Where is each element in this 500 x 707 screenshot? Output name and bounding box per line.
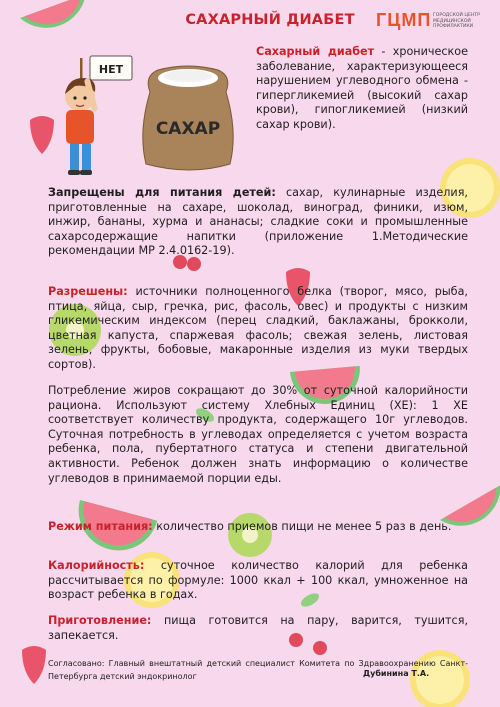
calories-text: суточное количество калорий для ребенка рассчитывается по формуле: 1000 ккал + 100 ккал, умноженное на возраст ребенка в годах. — [48, 559, 468, 602]
intro-paragraph — [256, 45, 468, 133]
sign-text: НЕТ — [98, 63, 124, 76]
forbidden-paragraph — [48, 186, 468, 259]
forbidden-text: сахар, кулинарные изделия, приготовленные на сахаре, шоколад, виноград, финики, изюм, инжир, бананы, хурма и ананасы; сладкие соки и промышленные сахарсодержащие напитки (приложение 1.Методические рекомендации МР 2.4.0162-19). — [48, 186, 468, 258]
boy-icon — [65, 56, 132, 175]
illustration — [40, 52, 245, 180]
allowed-label: Разрешены: — [48, 285, 128, 298]
regime-text: количество приемов пищи не менее 5 раз в день. — [152, 520, 452, 533]
regime-label: Режим питания: — [48, 520, 153, 533]
logo-mark: ГЦМП — [376, 10, 432, 30]
cooking-label: Приготовление: — [48, 614, 152, 627]
bag-label: САХАР — [155, 119, 221, 139]
intro-text: - хроническое заболевание, характеризующееся нарушением углеводного обмена - гипергликемией (высокий сахар крови), гипогликемией (низкий сахар крови). — [256, 45, 468, 131]
signature: Дубинина Т.А. — [363, 669, 430, 678]
calories-paragraph — [48, 559, 468, 603]
logo-subtitle: ГОРОДСКОЙ ЦЕНТР МЕДИЦИНСКОЙ ПРОФИЛАКТИКИ — [433, 13, 480, 30]
allowed-text: источники полноценного белка (творог, мясо, рыба, птица, яйца, сыр, гречка, рис, фасоль, овес) и продукты с низким гликемическим индексом (перец сладкий, баклажаны, брокколи, цветная капуста, спаржевая фасоль; свежая зелень, листовая зелень, фрукты, бобовые, макаронные изделия из муки твердых сортов). — [48, 285, 468, 371]
allowed-paragraph — [48, 285, 468, 373]
sugar-bag-icon — [143, 66, 233, 170]
cooking-text: пища готовится на пару, варится, тушится, запекается. — [48, 614, 468, 642]
regime-paragraph — [48, 520, 468, 535]
cooking-paragraph — [48, 614, 468, 643]
page-title: САХАРНЫЙ ДИАБЕТ — [185, 12, 355, 28]
fats-paragraph: Потребление жиров сокращают до 30% от суточной калорийности рациона. Используют систему Хлебных Единиц (ХЕ): 1 ХЕ соответствует количеству продукта, содержащего 10г углеводов. Суточная потребность в углеводах определяется с учетом возраста ребенка, пола, пубертатного статуса и степени двигательной активности. Ребенок должен знать информацию о количестве углеводов в принимаемой порции еды. — [48, 384, 468, 485]
calories-label: Калорийность: — [48, 559, 145, 572]
approval-note: Согласовано: Главный внештатный детский специалист Комитета по Здравоохранению Санкт-Петербурга детский эндокринолог — [48, 659, 468, 681]
logo — [376, 10, 486, 36]
forbidden-label: Запрещены для питания детей: — [48, 186, 276, 199]
intro-term: Сахарный диабет — [256, 45, 375, 58]
